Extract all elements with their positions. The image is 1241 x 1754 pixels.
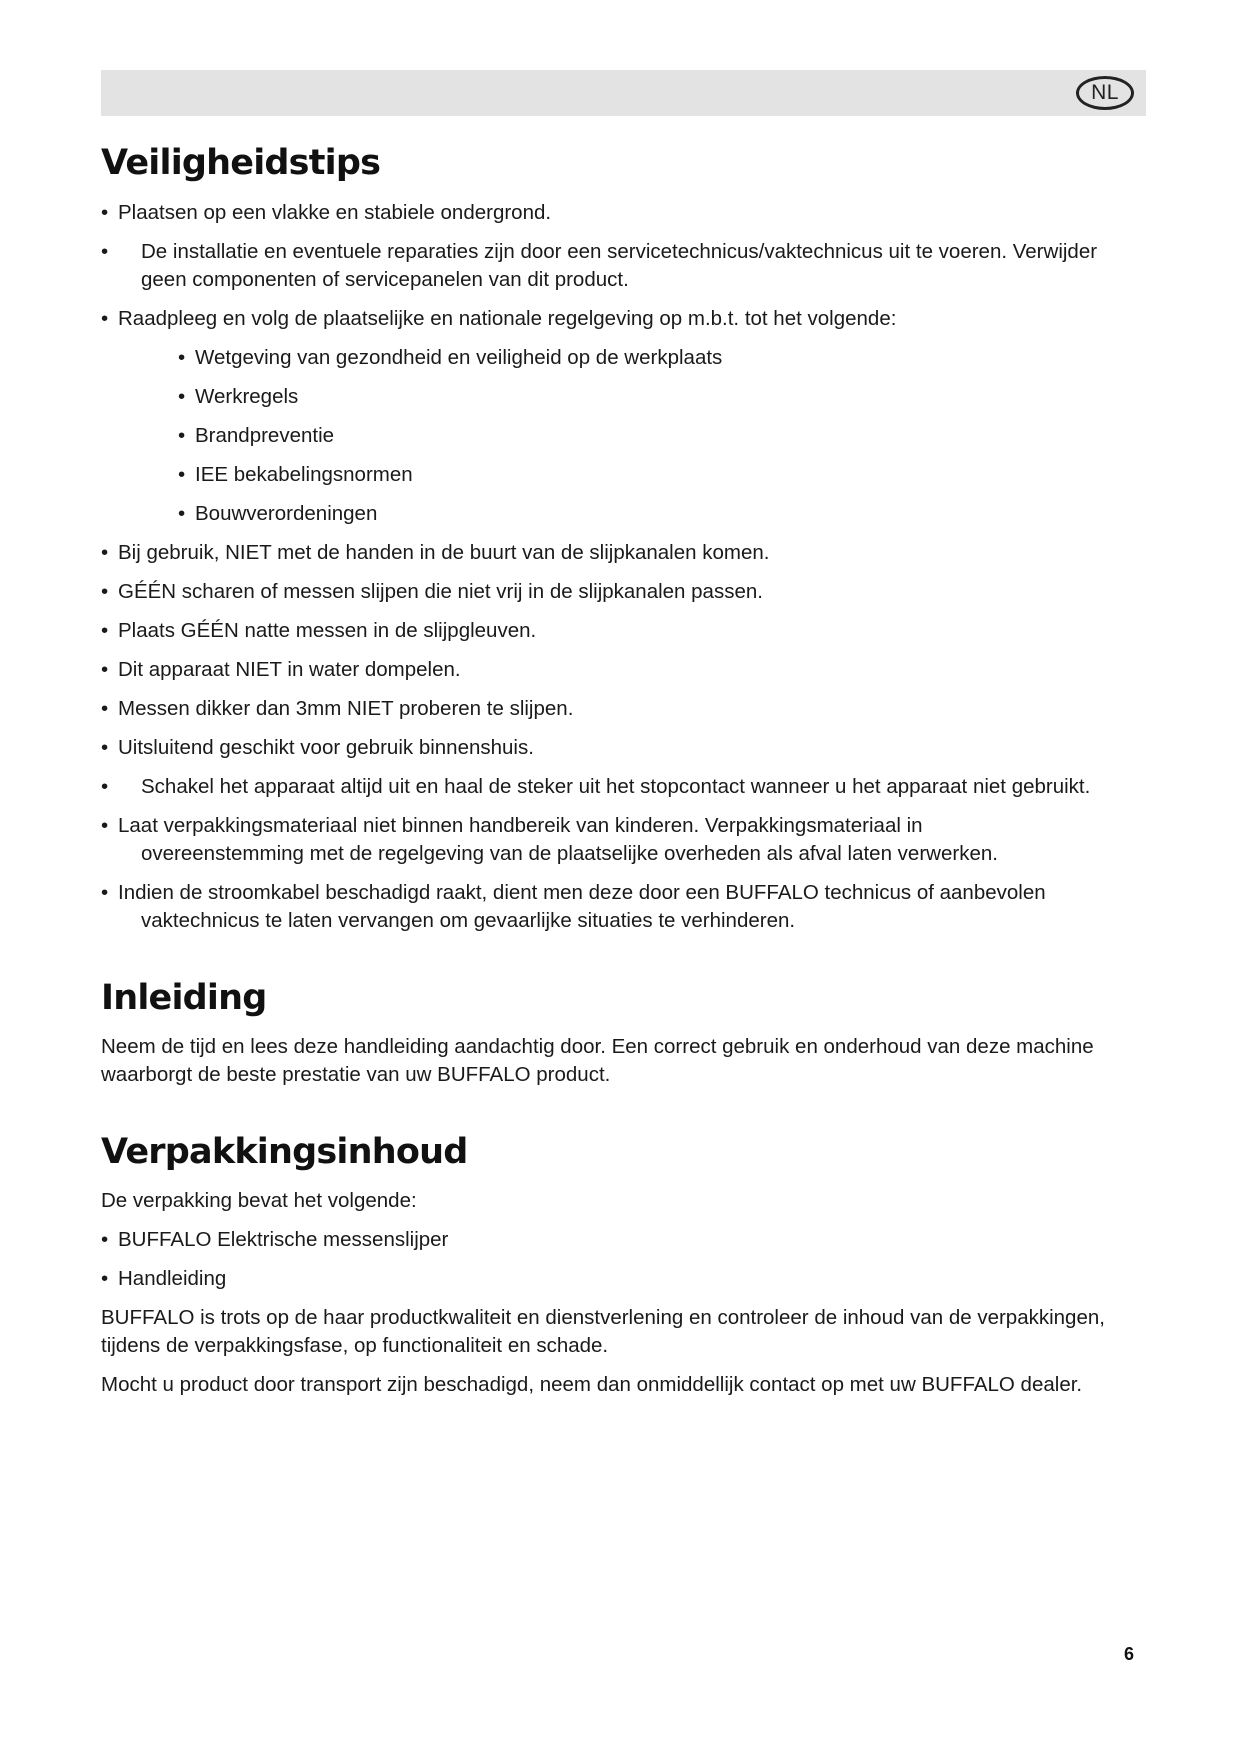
safety-subitem: • Bouwverordeningen — [101, 500, 1146, 528]
safety-item: • De installatie en eventuele reparaties zijn door een servicetechnicus/vaktechnicus uit te voeren. Verwijder geen componenten of servicepanelen van dit product. — [101, 238, 1146, 294]
package-item: • BUFFALO Elektrische messenslijper — [101, 1226, 1146, 1254]
header-bar — [101, 70, 1146, 116]
safety-item: • Dit apparaat NIET in water dompelen. — [101, 656, 1146, 684]
section-title-intro: Inleiding — [101, 978, 267, 1018]
safety-item: • Raadpleeg en volg de plaatselijke en nationale regelgeving op m.b.t. tot het volgende: — [101, 305, 1146, 333]
safety-item: • Messen dikker dan 3mm NIET proberen te slijpen. — [101, 695, 1146, 723]
safety-subitem: • IEE bekabelingsnormen — [101, 461, 1146, 489]
safety-item: • Uitsluitend geschikt voor gebruik binnenshuis. — [101, 734, 1146, 762]
safety-subitem: • Wetgeving van gezondheid en veiligheid op de werkplaats — [101, 344, 1146, 372]
package-paragraph: Mocht u product door transport zijn beschadigd, neem dan onmiddellijk contact op met uw BUFFALO dealer. — [101, 1373, 1083, 1396]
safety-item: • Schakel het apparaat altijd uit en haal de steker uit het stopcontact wanneer u het apparaat niet gebruikt. — [101, 773, 1146, 801]
page-content — [101, 136, 1146, 1410]
safety-item: • Plaats GÉÉN natte messen in de slijpgleuven. — [101, 617, 1146, 645]
safety-subitem: • Werkregels — [101, 383, 1146, 411]
safety-item: • Plaatsen op een vlakke en stabiele ondergrond. — [101, 199, 1146, 227]
safety-item: • Bij gebruik, NIET met de handen in de buurt van de slijpkanalen komen. — [101, 539, 1146, 567]
package-intro: De verpakking bevat het volgende: — [101, 1189, 417, 1212]
safety-item: • Laat verpakkingsmateriaal niet binnen handbereik van kinderen. Verpakkingsmateriaal in overeenstemming met de regelgeving van de plaatselijke overheden als afval laten verwerken. — [101, 812, 1146, 868]
section-title-safety: Veiligheidstips — [101, 143, 381, 183]
package-paragraph: BUFFALO is trots op de haar productkwaliteit en dienstverlening en controleer de inhoud van de verpakkingen, tijdens de verpakkingsfase, op functionaliteit en schade. — [101, 1306, 1105, 1357]
safety-subitem: • Brandpreventie — [101, 422, 1146, 450]
page-number: 6 — [1124, 1644, 1135, 1664]
safety-item: • Indien de stroomkabel beschadigd raakt, dient men deze door een BUFFALO technicus of aanbevolen vaktechnicus te laten vervangen om gevaarlijke situaties te verhinderen. — [101, 879, 1146, 935]
safety-item: • GÉÉN scharen of messen slijpen die niet vrij in de slijpkanalen passen. — [101, 578, 1146, 606]
language-badge: NL — [1076, 76, 1134, 110]
section-title-package: Verpakkingsinhoud — [101, 1132, 468, 1172]
package-item: • Handleiding — [101, 1265, 1146, 1293]
intro-text: Neem de tijd en lees deze handleiding aandachtig door. Een correct gebruik en onderhoud van deze machine waarborgt de beste prestatie van uw BUFFALO product. — [101, 1035, 1094, 1086]
